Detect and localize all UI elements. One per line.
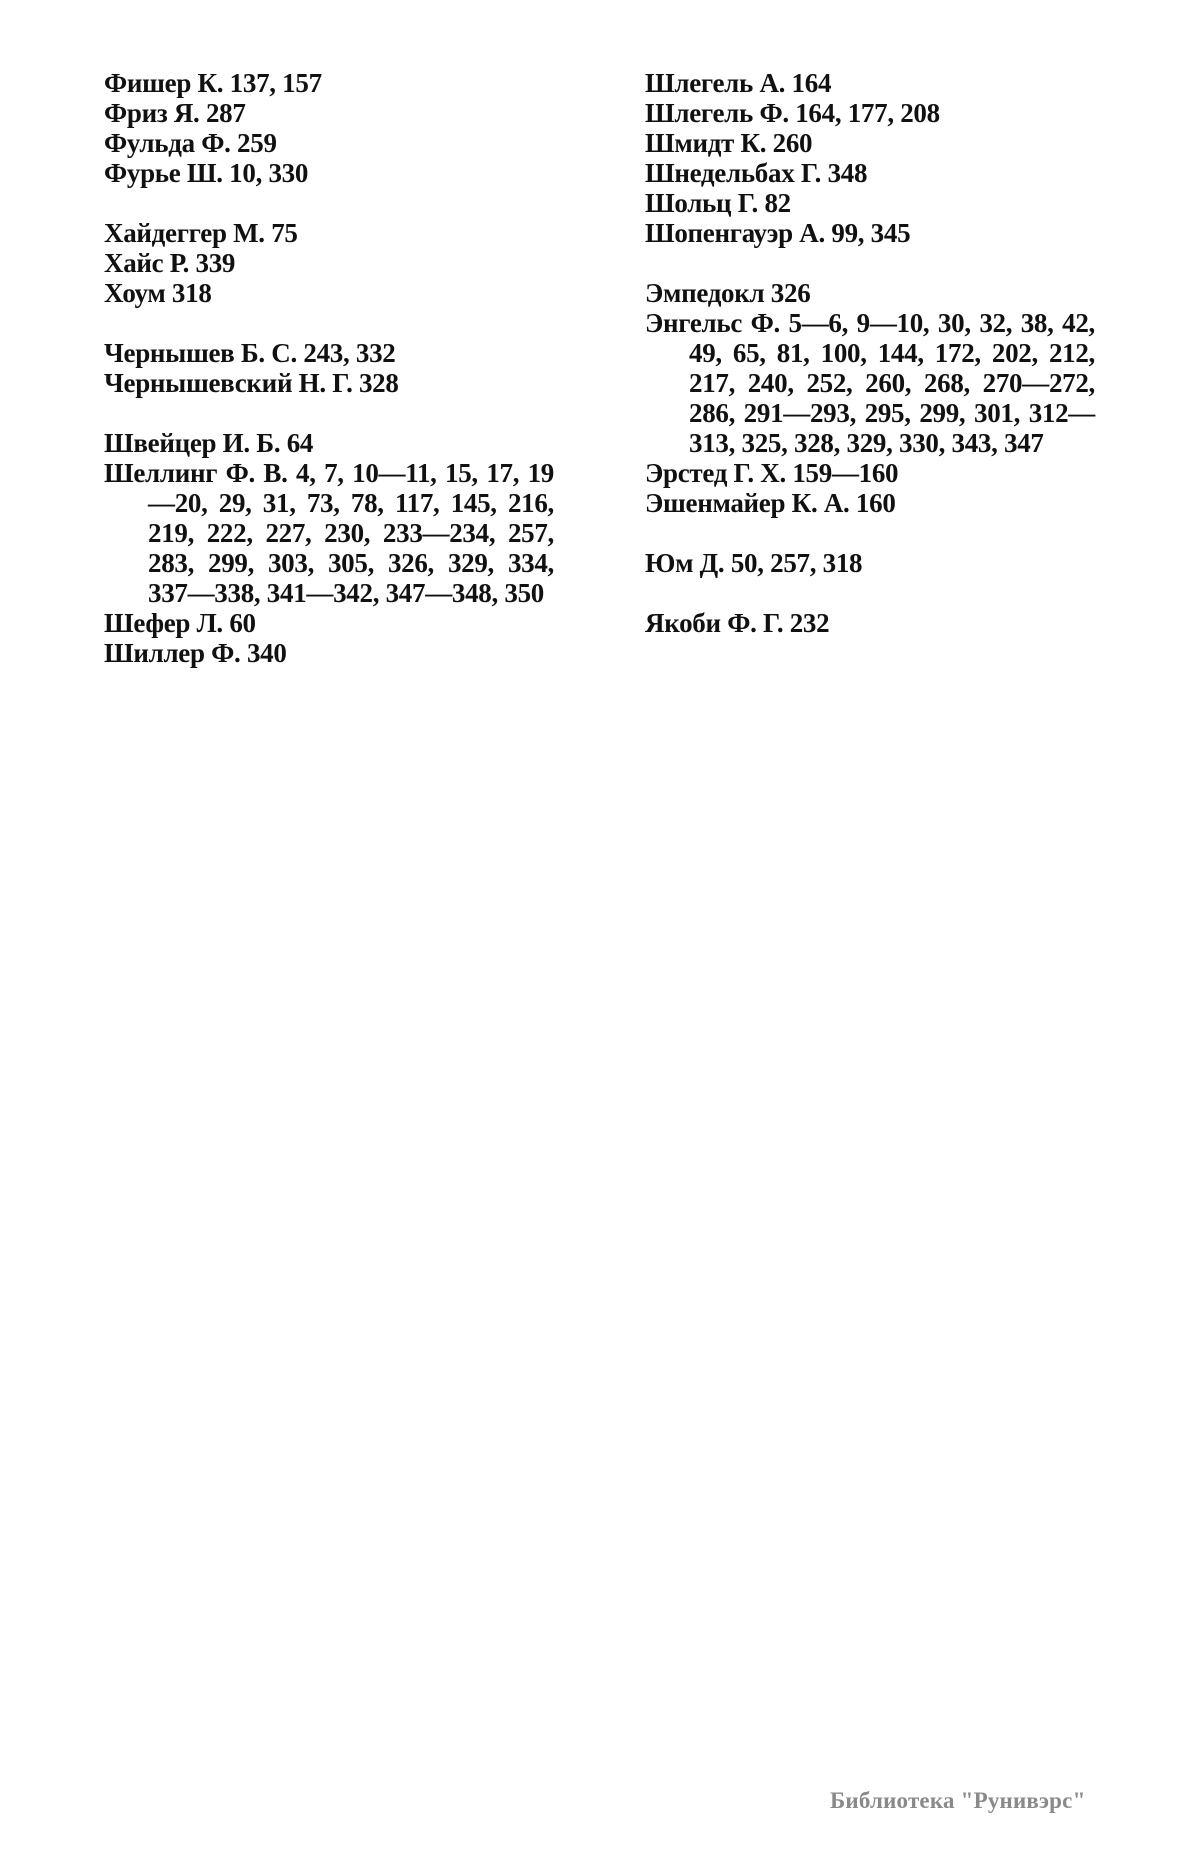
index-entry: Фурье Ш. 10, 330 bbox=[104, 158, 309, 188]
index-entry: Шопенгауэр А. 99, 345 bbox=[645, 218, 911, 248]
index-entry: Хайс Р. 339 bbox=[104, 248, 236, 278]
index-entry: Хоум 318 bbox=[104, 278, 212, 308]
index-entry: Шольц Г. 82 bbox=[645, 188, 791, 218]
index-group-ch bbox=[104, 338, 554, 398]
index-entry: Эрстед Г. Х. 159—160 bbox=[645, 458, 899, 488]
library-watermark: Библиотека "Рунивэрс" bbox=[830, 1788, 1086, 1813]
index-column-right bbox=[645, 68, 1095, 668]
index-entry: Шиллер Ф. 340 bbox=[104, 638, 287, 668]
index-entry: Энгельс Ф. 5—6, 9—10, 30, 32, 38, 42, 49, 65, 81, 100, 144, 172, 202, 212, 217, 240, 252, 260, 268, 270—272, 286, 291—293, 295, 299, 301, 312—313, 325, 328, 329, 330, 343, 347 bbox=[645, 308, 1095, 458]
index-group-e bbox=[645, 278, 1095, 518]
index-entry: Шлегель Ф. 164, 177, 208 bbox=[645, 98, 940, 128]
index-group-yu bbox=[645, 548, 1095, 578]
index-group-kh bbox=[104, 218, 554, 308]
index-entry: Якоби Ф. Г. 232 bbox=[645, 608, 830, 638]
index-column-left bbox=[104, 68, 554, 698]
index-entry: Швейцер И. Б. 64 bbox=[104, 428, 314, 458]
index-entry: Шмидт К. 260 bbox=[645, 128, 813, 158]
index-entry: Фульда Ф. 259 bbox=[104, 128, 277, 158]
index-entry: Фишер К. 137, 157 bbox=[104, 68, 322, 98]
index-group-sh bbox=[104, 428, 554, 668]
index-entry: Фриз Я. 287 bbox=[104, 98, 246, 128]
index-entry: Юм Д. 50, 257, 318 bbox=[645, 548, 863, 578]
index-entry: Чернышев Б. С. 243, 332 bbox=[104, 338, 396, 368]
index-group-sh-cont bbox=[645, 68, 1095, 248]
index-entry: Шлегель А. 164 bbox=[645, 68, 832, 98]
index-entry: Шеллинг Ф. В. 4, 7, 10—11, 15, 17, 19—20, 29, 31, 73, 78, 117, 145, 216, 219, 222, 227, 230, 233—234, 257, 283, 299, 303, 305, 326, 329, 334, 337—338, 341—342, 347—348, 350 bbox=[104, 458, 554, 608]
index-entry: Эмпедокл 326 bbox=[645, 278, 811, 308]
index-entry: Шефер Л. 60 bbox=[104, 608, 256, 638]
index-entry: Шнедельбах Г. 348 bbox=[645, 158, 868, 188]
index-entry: Эшенмайер К. А. 160 bbox=[645, 488, 896, 518]
index-entry: Хайдеггер М. 75 bbox=[104, 218, 298, 248]
index-group-f bbox=[104, 68, 554, 188]
index-group-ya bbox=[645, 608, 1095, 638]
index-entry: Чернышевский Н. Г. 328 bbox=[104, 368, 399, 398]
